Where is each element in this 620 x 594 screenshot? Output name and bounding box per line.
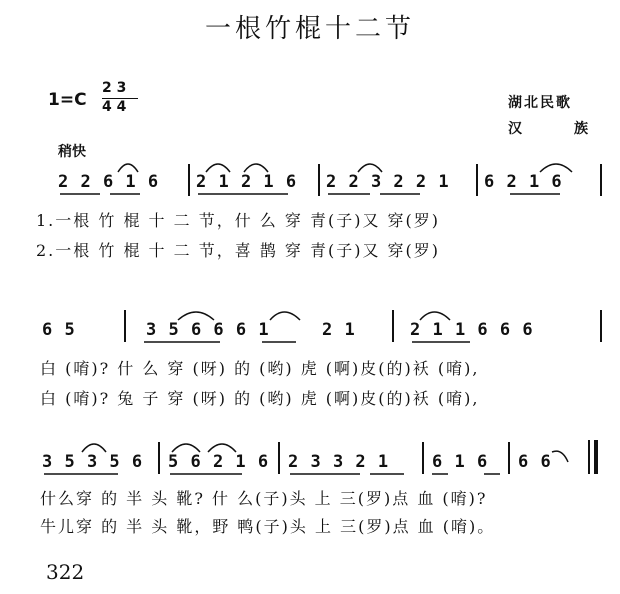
row1-lyrics-verse2: 2.一根 竹 棍 十 二 节，喜 鹊 穿 青(子)又 穿(罗) — [36, 241, 441, 260]
row3-measure2: 5 6 2 1 6 — [168, 452, 270, 472]
slur — [118, 164, 138, 172]
song-origin: 湖北民歌 — [508, 95, 572, 111]
row2-measure1: 6 5 — [42, 320, 76, 340]
row1-measure2: 2 1 2 1 6 — [196, 172, 298, 192]
page-number: 322 — [46, 560, 85, 584]
slur — [270, 312, 300, 320]
slur — [540, 164, 572, 172]
row3-measure5: 6 6 — [518, 452, 552, 472]
slur — [244, 164, 268, 172]
slur — [172, 444, 200, 452]
row2-measure3: 2 1 — [322, 320, 356, 340]
time-signature-bottom: 4 4 — [102, 99, 127, 115]
row3-lyrics-verse2: 牛儿穿 的 半 头 靴，野 鸭(子)头 上 三(罗)点 血 (唷)。 — [40, 517, 496, 536]
slur — [358, 164, 382, 172]
row2-lyrics-verse2: 白 (唷)? 兔 子 穿 (呀) 的 (哟) 虎 (啊)皮(的)袄 (唷), — [40, 389, 480, 408]
ethnicity-char-1: 汉 — [508, 121, 522, 137]
slur — [420, 312, 450, 320]
row3-lyrics-verse1: 什么穿 的 半 头 靴? 什 么(子)头 上 三(罗)点 血 (唷)? — [40, 489, 488, 508]
row3-measure4: 6 1 6 — [432, 452, 489, 472]
time-signature-top: 2 3 — [102, 80, 127, 96]
tempo-marking: 稍快 — [58, 144, 86, 160]
row2-measure4: 2 1 1 6 6 6 — [410, 320, 534, 340]
slur — [208, 444, 236, 452]
key-signature: 1=C — [48, 90, 87, 110]
song-title: 一根竹棍十二节 — [204, 14, 415, 44]
row1-measure1: 2 2 6 1 6 — [58, 172, 160, 192]
ornament — [552, 451, 568, 462]
slur — [178, 312, 214, 320]
row3-measure3: 2 3 3 2 1 — [288, 452, 390, 472]
ethnicity-char-2: 族 — [574, 121, 588, 137]
row1-lyrics-verse1: 1.一根 竹 棍 十 二 节，什 么 穿 青(子)又 穿(罗) — [36, 211, 441, 230]
slur — [206, 164, 230, 172]
row1-measure4: 6 2 1 6 — [484, 172, 563, 192]
slur — [82, 444, 106, 452]
row2-measure2: 3 5 6 6 6 1 — [146, 320, 270, 340]
row2-lyrics-verse1: 白 (唷)? 什 么 穿 (呀) 的 (哟) 虎 (啊)皮(的)袄 (唷), — [40, 359, 480, 378]
row1-measure3: 2 2 3 2 2 1 — [326, 172, 450, 192]
row3-measure1: 3 5 3 5 6 — [42, 452, 144, 472]
